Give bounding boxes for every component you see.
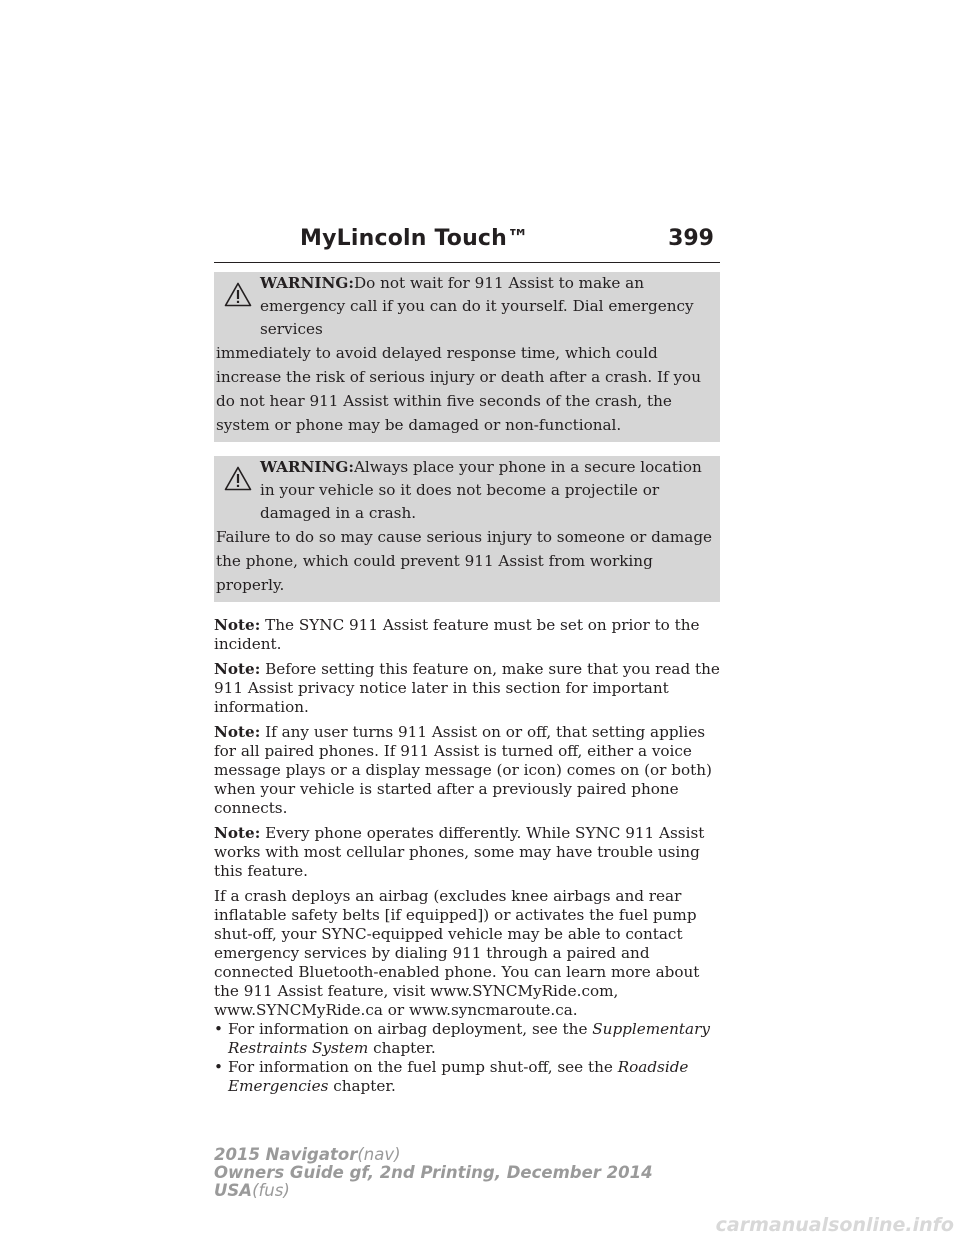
site-watermark: carmanualsonline.info — [715, 1214, 954, 1236]
note-4 — [214, 824, 720, 881]
note-text: Before setting this feature on, make sure that you read the 911 Assist privacy notice later in this section for important information. — [214, 660, 720, 716]
note-3 — [214, 723, 720, 818]
footer-model-code: (nav) — [357, 1145, 401, 1164]
bullet-text: For information on the fuel pump shut-off, see the — [228, 1058, 613, 1076]
warning-text-rest: Failure to do so may cause serious injury to someone or damage the phone, which could prevent 911 Assist from working properly. — [216, 528, 713, 594]
footer-model: 2015 Navigator — [214, 1145, 358, 1164]
bullet-item-1 — [214, 1020, 720, 1058]
page-header — [214, 226, 720, 263]
warning-label: WARNING: — [260, 458, 354, 476]
chapter-reference: Roadside Emergencies — [228, 1058, 689, 1095]
footer-market-code: (fus) — [252, 1181, 290, 1200]
warning-triangle-icon — [224, 466, 252, 491]
page-footer — [214, 1146, 653, 1200]
bullet-mark: • — [214, 1020, 223, 1038]
chapter-title: MyLincoln Touch™ — [300, 226, 530, 251]
warning-text-start: Do not wait for 911 Assist to make an emergency call if you can do it yourself. Dial emergency services — [260, 274, 694, 338]
body-paragraph: If a crash deploys an airbag (excludes knee airbags and rear inflatable safety belts [if equipped]) or activates the fuel pump shut-off, your SYNC-equipped vehicle may be able to contact emergency services by dialing 911 through a paired and connected Bluetooth-enabled phone. You can learn more about the 911 Assist feature, visit www.SYNCMyRide.com, www.SYNCMyRide.ca or www.syncmaroute.ca. — [214, 887, 700, 1019]
note-text: The SYNC 911 Assist feature must be set on prior to the incident. — [214, 616, 700, 653]
warning-text-rest: immediately to avoid delayed response time, which could increase the risk of serious injury or death after a crash. If you do not hear 911 Assist within five seconds of the crash, the system or phone may be damaged or non-functional. — [216, 344, 701, 434]
note-label: Note: — [214, 824, 261, 842]
bullet-item-2 — [214, 1058, 720, 1096]
bullet-mark: • — [214, 1058, 223, 1076]
warning-first-lines — [216, 456, 716, 525]
note-text: If any user turns 911 Assist on or off, that setting applies for all paired phones. If 911 Assist is turned off, either a voice message plays or a display message (or icon) comes on (or both) when your vehicle is started after a previously paired phone connects. — [214, 723, 712, 817]
note-label: Note: — [214, 616, 261, 634]
note-2 — [214, 660, 720, 717]
warning-first-lines — [216, 272, 716, 341]
note-label: Note: — [214, 723, 261, 741]
note-text: Every phone operates differently. While SYNC 911 Assist works with most cellular phones, some may have trouble using this feature. — [214, 824, 705, 880]
footer-line-3 — [214, 1182, 653, 1200]
warning-triangle-icon — [224, 282, 252, 307]
bullet-suffix: chapter. — [373, 1039, 436, 1057]
bullet-text: For information on airbag deployment, see the — [228, 1020, 588, 1038]
footer-market: USA — [214, 1181, 253, 1200]
chapter-reference: Supplementary Restraints System — [228, 1020, 710, 1057]
warning-box-1 — [214, 272, 720, 442]
page-content — [214, 272, 720, 1096]
warning-text-start: Always place your phone in a secure location in your vehicle so it does not become a projectile or damaged in a crash. — [260, 458, 702, 522]
bullet-suffix: chapter. — [333, 1077, 396, 1095]
footer-line-2: Owners Guide gf, 2nd Printing, December 2014 — [214, 1163, 653, 1182]
footer-line-1 — [214, 1146, 653, 1164]
page-number: 399 — [668, 226, 714, 251]
warning-label: WARNING: — [260, 274, 354, 292]
note-label: Note: — [214, 660, 261, 678]
note-1 — [214, 616, 720, 654]
warning-box-2 — [214, 456, 720, 602]
